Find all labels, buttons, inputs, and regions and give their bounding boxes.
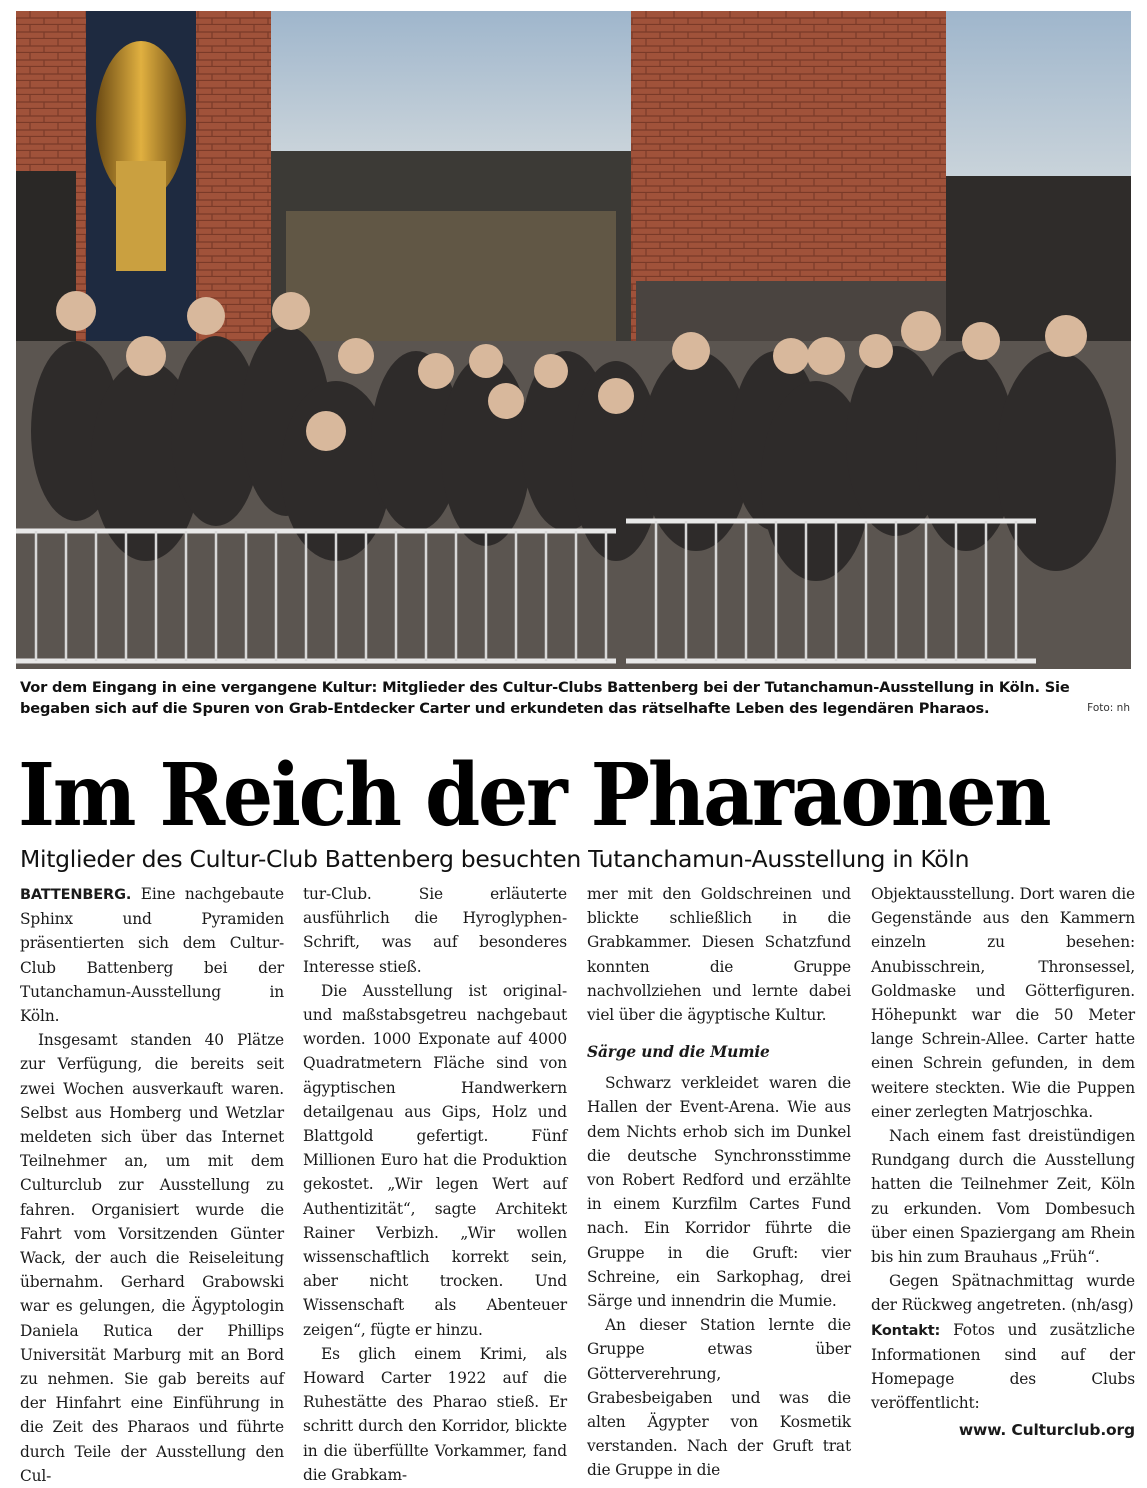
paragraph-6-continued: Objektausstellung. Dort waren die Gegenstände aus den Kammern einzeln zu besehen: Anubisschrein, Thronsessel, Goldmaske und Götterfiguren. Höhepunkt war die 50 Meter lange Schrein-Allee. Carter hatte einen Schrein gefunden, in dem weitere steckten. Wie die Puppen einer zerlegten Matrjoschka.	[871, 885, 1135, 1121]
paragraph-3: Die Ausstellung ist original- und maßstabsgetreu nachgebaut worden. 1000 Exponate auf 4000 Quadratmetern Fläche sind von ägyptischen Handwerkern detailgenau aus Gips, Holz und Blattgold gefertigt. Fünf Millionen Euro hat die Produktion gekostet. „Wir legen Wert auf Authentizität“, sagte Architekt Rainer Verbizh. „Wir wollen wissenschaftlich korrekt sein, aber nicht trocken. Und Wissenschaft als Abenteuer zeigen“, fügte er hinzu.	[303, 981, 567, 1339]
contact-label: Kontakt:	[871, 1322, 941, 1339]
paragraph-2: Insgesamt standen 40 Plätze zur Verfügung, die bereits seit zwei Wochen ausverkauft waren. Selbst aus Homberg und Wetzlar meldeten sich über das Internet Teilnehmer an, um mit dem Culturclub zur Ausstellung zu fahren. Organisiert wurde die Fahrt vom Vorsitzenden Günter Wack, der auch die Reiseleitung übernahm. Gerhard Grabowski war es gelungen, die Ägyptologin Daniela Rutica der Phillips Universität Marburg mit an Bord zu nehmen. Sie gab bereits auf der Hinfahrt eine Einführung in die Zeit des Pharaos und führte durch Teile der Ausstellung den Cul-	[20, 1031, 284, 1485]
contact-text: Fotos und zusätzliche Informationen sind auf der Homepage des Clubs veröffentlicht:	[871, 1320, 1136, 1413]
article-photo	[16, 11, 1131, 669]
article-column-1	[20, 882, 284, 1488]
paragraph-4: Es glich einem Krimi, als Howard Carter 1922 auf die Ruhestätte des Pharao stieß. Er schritt durch den Korridor, blickte in die überfüllte Vorkammer, fand die Grabkam-	[303, 1344, 567, 1484]
section-subheading: Särge und die Mumie	[587, 1043, 770, 1062]
paragraph-6: An dieser Station lernte die Gruppe etwas über Götterverehrung, Grabesbeigaben und was die alten Ägypter von Kosmetik verstanden. Nach der Gruft trat die Gruppe in die	[587, 1316, 851, 1480]
photo-caption: Vor dem Eingang in eine vergangene Kultur: Mitglieder des Cultur-Clubs Battenberg bei der Tutanchamun-Ausstellung in Köln. Sie begaben sich auf die Spuren von Grab-Entdecker Carter und erkundeten das rätselhafte Leben des legendären Pharaos.	[20, 679, 1070, 717]
article-column-2	[303, 882, 567, 1487]
paragraph-1: Eine nachgebaute Sphinx und Pyramiden präsentierten sich dem Cultur-Club Battenberg bei der Tutanchamun-Ausstellung in Köln.	[20, 885, 285, 1026]
subheadline: Mitglieder des Cultur-Club Battenberg besuchten Tutanchamun-Ausstellung in Köln	[20, 845, 970, 873]
group-photo-icon	[16, 11, 1131, 669]
dateline: BATTENBERG.	[20, 887, 132, 903]
article-column-3	[587, 882, 851, 1483]
website-link[interactable]: www. Culturclub.org	[958, 1421, 1135, 1440]
photo-credit: Foto: nh	[1087, 702, 1130, 714]
article-column-4	[871, 882, 1135, 1443]
paragraph-5: Schwarz verkleidet waren die Hallen der Event-Arena. Wie aus dem Nichts erhob sich im Dunkel die deutsche Synchronsstimme von Robert Redford und erzählte in einem Kurzfilm Cartes Fund nach. Ein Korridor führte die Gruppe in die Gruft: vier Schreine, ein Sarkophag, drei Särge und innendrin die Mumie.	[587, 1074, 851, 1311]
paragraph-4-continued: mer mit den Goldschreinen und blickte schließlich in die Grabkammer. Diesen Schatzfund konnten die Gruppe nachvollziehen und lernte dabei viel über die ägyptische Kultur.	[587, 885, 851, 1025]
paragraph-8: Gegen Spätnachmittag wurde der Rückweg angetreten. (nh/asg)	[871, 1272, 1135, 1315]
paragraph-7: Nach einem fast dreistündigen Rundgang durch die Ausstellung hatten die Teilnehmer Zeit, Köln zu erkunden. Vom Dombesuch über einen Spaziergang am Rhein bis hin zum Brauhaus „Früh“.	[871, 1127, 1135, 1267]
headline: Im Reich der Pharaonen	[18, 745, 1050, 846]
paragraph-2-continued: tur-Club. Sie erläuterte ausführlich die Hyroglyphen-Schrift, was auf besonderes Interesse stieß.	[303, 885, 567, 976]
